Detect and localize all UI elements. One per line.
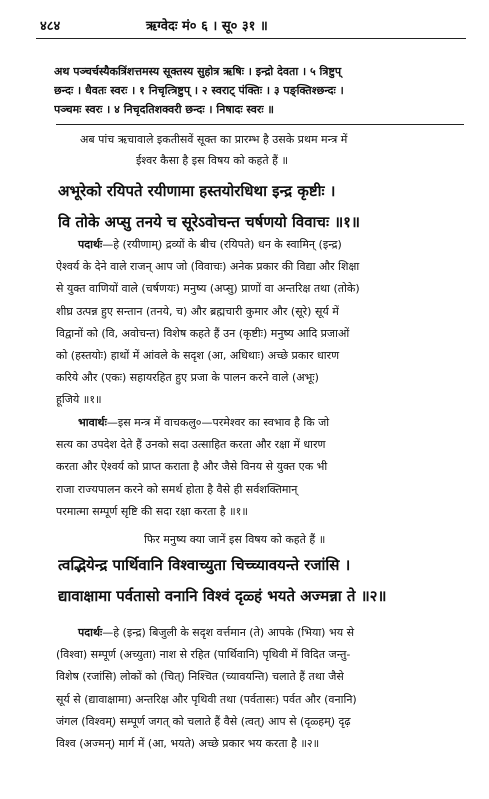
sukta-metadata	[54, 62, 464, 119]
text-line: से युक्त वाणियों वाले (चर्षणयः) मनुष्य (अप्सु) प्राणों वा अन्तरिक्ष तथा (तोके)	[56, 282, 360, 296]
text-line: शीघ्र उत्पन्न हुए सन्तान (तनये, च) और ब्रह्मचारी कुमार और (सूरे) सूर्य में	[56, 304, 339, 318]
text-line: करता और ऐश्वर्य को प्राप्त कराता है और जैसे विनय से युक्त एक भी	[56, 460, 328, 474]
verse-2	[58, 550, 466, 612]
text-line: हूजिये ॥१॥	[56, 393, 102, 407]
text-line: को (हस्तयोः) हाथों में आंवले के सदृश (आ, अधिथाः) अच्छे प्रकार धारण	[56, 348, 340, 362]
meta-line: अथ पञ्चर्चस्यैकत्रिंशत्तमस्य सूक्तस्य सुहोत्र ऋषिः । इन्द्रो देवता । ५ त्रिष्टुप्	[54, 65, 342, 78]
text-line: पदार्थः—हे (इन्द्र) बिजुली के सदृश वर्त्तमान (ते) आपके (भिया) भय से	[78, 626, 355, 639]
verse-line: वि तोके अप्सु तनये च सूरेऽवोचन्त चर्षणयो विवाचः ॥१॥	[58, 213, 360, 231]
text-line: जंगल (विश्वम्) सम्पूर्ण जगत् को चलाते हैं वैसे (त्वत्) आप से (दृळ्हम्) दृढ़	[56, 714, 351, 728]
meta-rule	[56, 124, 464, 125]
page-title: ऋग्वेदः मं० ६ । सू० ३१ ॥	[146, 19, 268, 34]
verse-1	[58, 176, 466, 238]
padartha-label: पदार्थः	[78, 238, 103, 251]
text-line: सत्य का उपदेश देते हैं उनको सदा उत्साहित करता और रक्षा में धारण	[56, 438, 326, 452]
meta-line: पञ्चमः स्वरः । ४ निचृदतिशक्वरी छन्दः । निषादः स्वरः ॥	[54, 103, 274, 116]
text-line: विश्व (अज्मन्) मार्ग में (आ, भयते) अच्छे प्रकार भय करता है ॥२॥	[56, 736, 320, 750]
verse-line: त्वद्भियेन्द्र पार्थिवानि विश्वाच्युता चिच्च्यावयन्ते रजांसि ।	[58, 556, 351, 574]
text-line: ऐश्वर्य के देने वाले राजन् आप जो (विवाचः) अनेक प्रकार की विद्या और शिक्षा	[56, 260, 360, 274]
text-line: (विश्वा) सम्पूर्ण (अच्युता) नाश से रहित (पार्थिवानि) पृथिवी में विदित जन्तु-	[56, 648, 351, 662]
page-number: ४८४	[40, 19, 61, 34]
page-header	[40, 14, 460, 36]
meta-line: छन्दः । धैवतः स्वरः । १ निचृत्त्रिष्टुप् । २ स्वराट् पंक्तिः । ३ पङ्क्तिश्छन्दः ।	[54, 84, 344, 97]
padartha-label: पदार्थः	[78, 626, 103, 639]
verse-line: अभूरेको रयिपते रयीणामा हस्तयोरधिथा इन्द्र कृष्टीः ।	[58, 182, 336, 200]
padartha-paragraph-1	[56, 234, 466, 412]
text-line: भावार्थः—इस मन्त्र में वाचकलु०—परमेश्वर का स्वभाव है कि जो	[78, 416, 330, 429]
text-line: पदार्थः—हे (रयीणाम्) द्रव्यों के बीच (रयिपते) धन के स्वामिन् (इन्द्र)	[78, 238, 342, 251]
intro-line: अब पांच ऋचावाले इकतीसवें सूक्त का प्रारम्भ है उसके प्रथम मन्त्र में	[80, 133, 348, 146]
text-line: करिये और (एकः) सहायरहित हुए प्रजा के पालन करने वाले (अभूः)	[56, 371, 319, 385]
verse-line: द्यावाक्षामा पर्वतासो वनानि विश्वं दृळ्हं भयते अज्मन्ना ते ॥२॥	[58, 587, 387, 605]
bhavartha-label: भावार्थः	[78, 416, 107, 429]
text-line: राजा राज्यपालन करने को समर्थ होता है वैसे ही सर्वशक्तिमान्	[56, 482, 298, 496]
intro-line: ईश्वर कैसा है इस विषय को कहते हैं ॥	[136, 154, 289, 167]
padartha-paragraph-2	[56, 622, 466, 755]
text-line: सूर्य से (द्यावाक्षामा) अन्तरिक्ष और पृथिवी तथा (पर्वतासः) पर्वत और (वनानि)	[56, 692, 357, 706]
text-line: विद्वानों को (वि, अवोचन्त) विशेष कहते हैं उन (कृष्टीः) मनुष्य आदि प्रजाओं	[56, 326, 350, 340]
text-line: विशेष (रजांसि) लोकों को (चित्) निश्चित (च्यावयन्ति) चलाते हैं तथा जैसे	[56, 670, 344, 684]
intro-line-2: फिर मनुष्य क्या जानें इस विषय को कहते हैं ॥	[144, 533, 326, 546]
bhavartha-paragraph-1	[56, 412, 466, 523]
header-rule	[36, 38, 466, 39]
text-line: परमात्मा सम्पूर्ण सृष्टि की सदा रक्षा करता है ॥१॥	[56, 504, 248, 518]
